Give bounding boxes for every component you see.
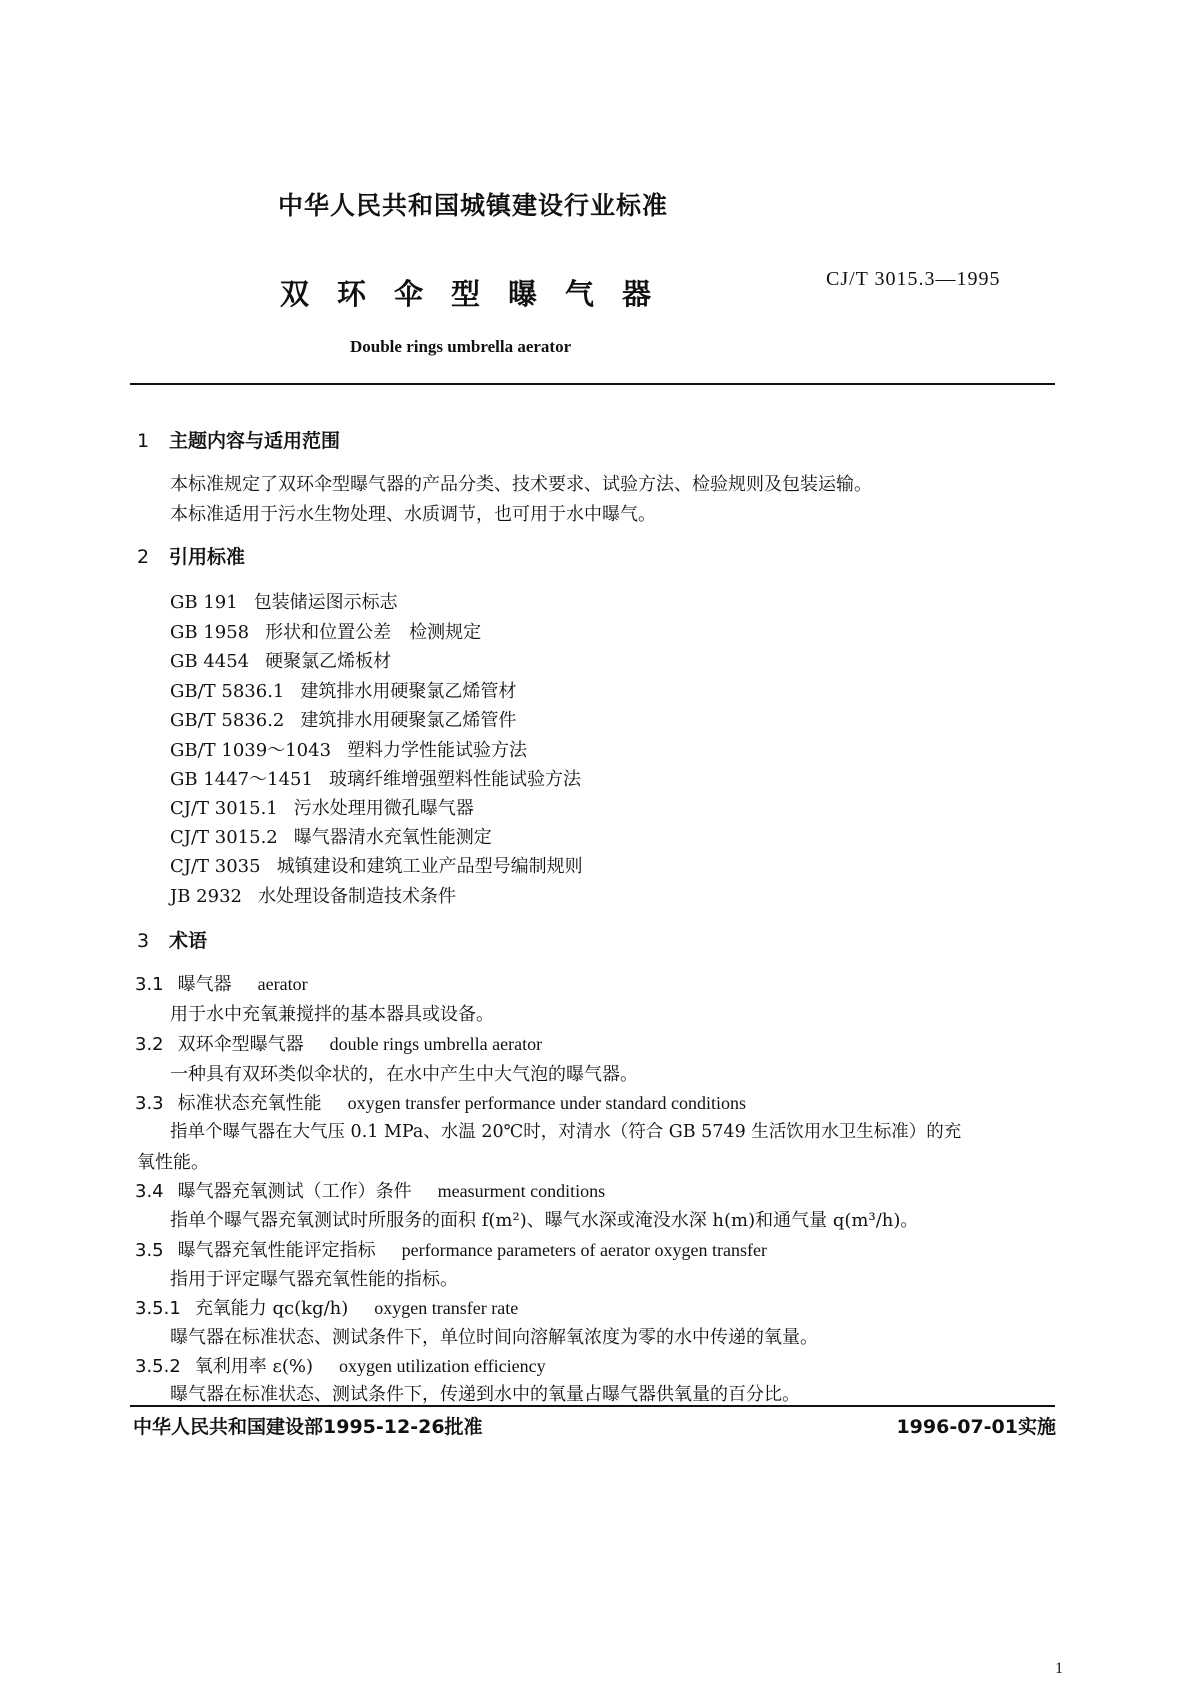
reference-code: GB/T 5836.2	[170, 710, 285, 731]
reference-item	[170, 618, 481, 644]
term-number: 3.2	[135, 1034, 164, 1055]
term-name-cn: 曝气器充氧性能评定指标	[177, 1240, 376, 1261]
reference-title: 建筑排水用硬聚氯乙烯管材	[300, 681, 517, 702]
reference-item	[170, 765, 581, 791]
issuing-org-title: 中华人民共和国城镇建设行业标准	[278, 191, 669, 220]
reference-item	[170, 794, 474, 820]
section-number: 3	[137, 930, 150, 952]
reference-code: GB 191	[170, 592, 238, 613]
section-3-heading	[137, 926, 207, 953]
term-number: 3.1	[135, 974, 164, 995]
reference-item	[170, 706, 516, 732]
reference-title: 城镇建设和建筑工业产品型号编制规则	[276, 856, 583, 877]
term-heading	[135, 970, 308, 996]
term-definition: 指用于评定曝气器充氧性能的指标。	[170, 1269, 458, 1290]
term-heading	[135, 1089, 746, 1115]
term-heading	[135, 1177, 605, 1203]
reference-code: CJ/T 3015.1	[170, 798, 278, 819]
reference-title: 塑料力学性能试验方法	[347, 740, 528, 761]
reference-item	[170, 882, 456, 908]
term-definition: 指单个曝气器充氧测试时所服务的面积 f(m²)、曝气水深或淹没水深 h(m)和通气量 q(m³/h)。	[170, 1210, 919, 1231]
reference-code: JB 2932	[170, 886, 242, 907]
page-number: 1	[1055, 1660, 1063, 1677]
term-number: 3.4	[135, 1181, 164, 1202]
term-number: 3.5	[135, 1240, 164, 1261]
standard-code: CJ/T 3015.3—1995	[826, 268, 1001, 290]
reference-title: 硬聚氯乙烯板材	[265, 651, 392, 672]
term-name-en: oxygen transfer performance under standard conditions	[347, 1093, 746, 1113]
reference-item	[170, 736, 527, 762]
footer-divider	[130, 1405, 1055, 1407]
term-name-en: double rings umbrella aerator	[329, 1034, 543, 1054]
term-number: 3.3	[135, 1093, 164, 1114]
term-name-cn: 曝气器	[177, 974, 232, 995]
reference-title: 曝气器清水充氧性能测定	[293, 827, 492, 848]
term-name-en: aerator	[257, 974, 308, 994]
reference-item	[170, 647, 391, 673]
section-1-paragraph-1: 本标准规定了双环伞型曝气器的产品分类、技术要求、试验方法、检验规则及包装运输。	[170, 474, 872, 495]
term-definition: 曝气器在标准状态、测试条件下，单位时间向溶解氧浓度为零的水中传递的氧量。	[170, 1327, 818, 1348]
term-heading	[135, 1352, 546, 1378]
reference-title: 包装储运图示标志	[253, 592, 398, 613]
term-definition: 指单个曝气器在大气压 0.1 MPa、水温 20℃时，对清水（符合 GB 5749 生活饮用水卫生标准）的充	[170, 1122, 962, 1142]
section-title: 引用标准	[169, 546, 246, 568]
term-name-en: oxygen utilization efficiency	[339, 1356, 546, 1376]
section-number: 2	[137, 546, 150, 568]
reference-title: 建筑排水用硬聚氯乙烯管件	[300, 710, 517, 731]
reference-code: GB/T 5836.1	[170, 681, 285, 702]
term-name-cn: 充氧能力 qc(kg/h)	[194, 1298, 349, 1319]
reference-code: GB 4454	[170, 651, 250, 672]
term-heading	[135, 1236, 767, 1262]
term-name-cn: 双环伞型曝气器	[177, 1034, 304, 1055]
reference-item	[170, 677, 516, 703]
reference-code: CJ/T 3015.2	[170, 827, 278, 848]
reference-title: 污水处理用微孔曝气器	[293, 798, 474, 819]
section-1-heading	[137, 426, 340, 453]
reference-item	[170, 588, 398, 614]
reference-code: CJ/T 3035	[170, 856, 261, 877]
implementation-date: 1996-07-01实施	[896, 1416, 1056, 1438]
term-number: 3.5.1	[135, 1298, 181, 1319]
reference-title: 形状和位置公差 检测规定	[265, 622, 482, 643]
reference-code: GB 1447～1451	[170, 769, 313, 790]
section-number: 1	[137, 430, 150, 452]
term-definition: 曝气器在标准状态、测试条件下，传递到水中的氧量占曝气器供氧量的百分比。	[170, 1384, 800, 1405]
section-1-paragraph-2: 本标准适用于污水生物处理、水质调节，也可用于水中曝气。	[170, 504, 656, 525]
reference-title: 水处理设备制造技术条件	[257, 886, 456, 907]
section-title: 主题内容与适用范围	[169, 430, 341, 452]
term-heading	[135, 1030, 542, 1056]
term-name-cn: 氧利用率 ε(%)	[194, 1356, 314, 1377]
term-definition: 一种具有双环类似伞状的，在水中产生中大气泡的曝气器。	[170, 1064, 638, 1085]
term-name-en: oxygen transfer rate	[374, 1298, 519, 1318]
term-definition: 用于水中充氧兼搅拌的基本器具或设备。	[170, 1004, 494, 1025]
reference-item	[170, 823, 492, 849]
header-divider	[130, 383, 1055, 385]
term-heading	[135, 1294, 518, 1320]
term-name-cn: 曝气器充氧测试（工作）条件	[177, 1181, 412, 1202]
reference-code: GB/T 1039～1043	[170, 740, 332, 761]
standard-title-en: Double rings umbrella aerator	[350, 337, 572, 356]
approval-line: 中华人民共和国建设部1995-12-26批准	[133, 1416, 483, 1438]
term-definition-continued: 氧性能。	[137, 1152, 209, 1173]
reference-item	[170, 852, 583, 878]
standard-title-cn: 双环伞型曝气器	[280, 277, 680, 311]
term-name-en: measurment conditions	[437, 1181, 606, 1201]
term-number: 3.5.2	[135, 1356, 181, 1377]
reference-code: GB 1958	[170, 622, 250, 643]
section-title: 术语	[169, 930, 208, 952]
reference-title: 玻璃纤维增强塑料性能试验方法	[328, 769, 581, 790]
section-2-heading	[137, 542, 245, 569]
term-name-en: performance parameters of aerator oxygen transfer	[401, 1240, 767, 1260]
term-name-cn: 标准状态充氧性能	[177, 1093, 322, 1114]
